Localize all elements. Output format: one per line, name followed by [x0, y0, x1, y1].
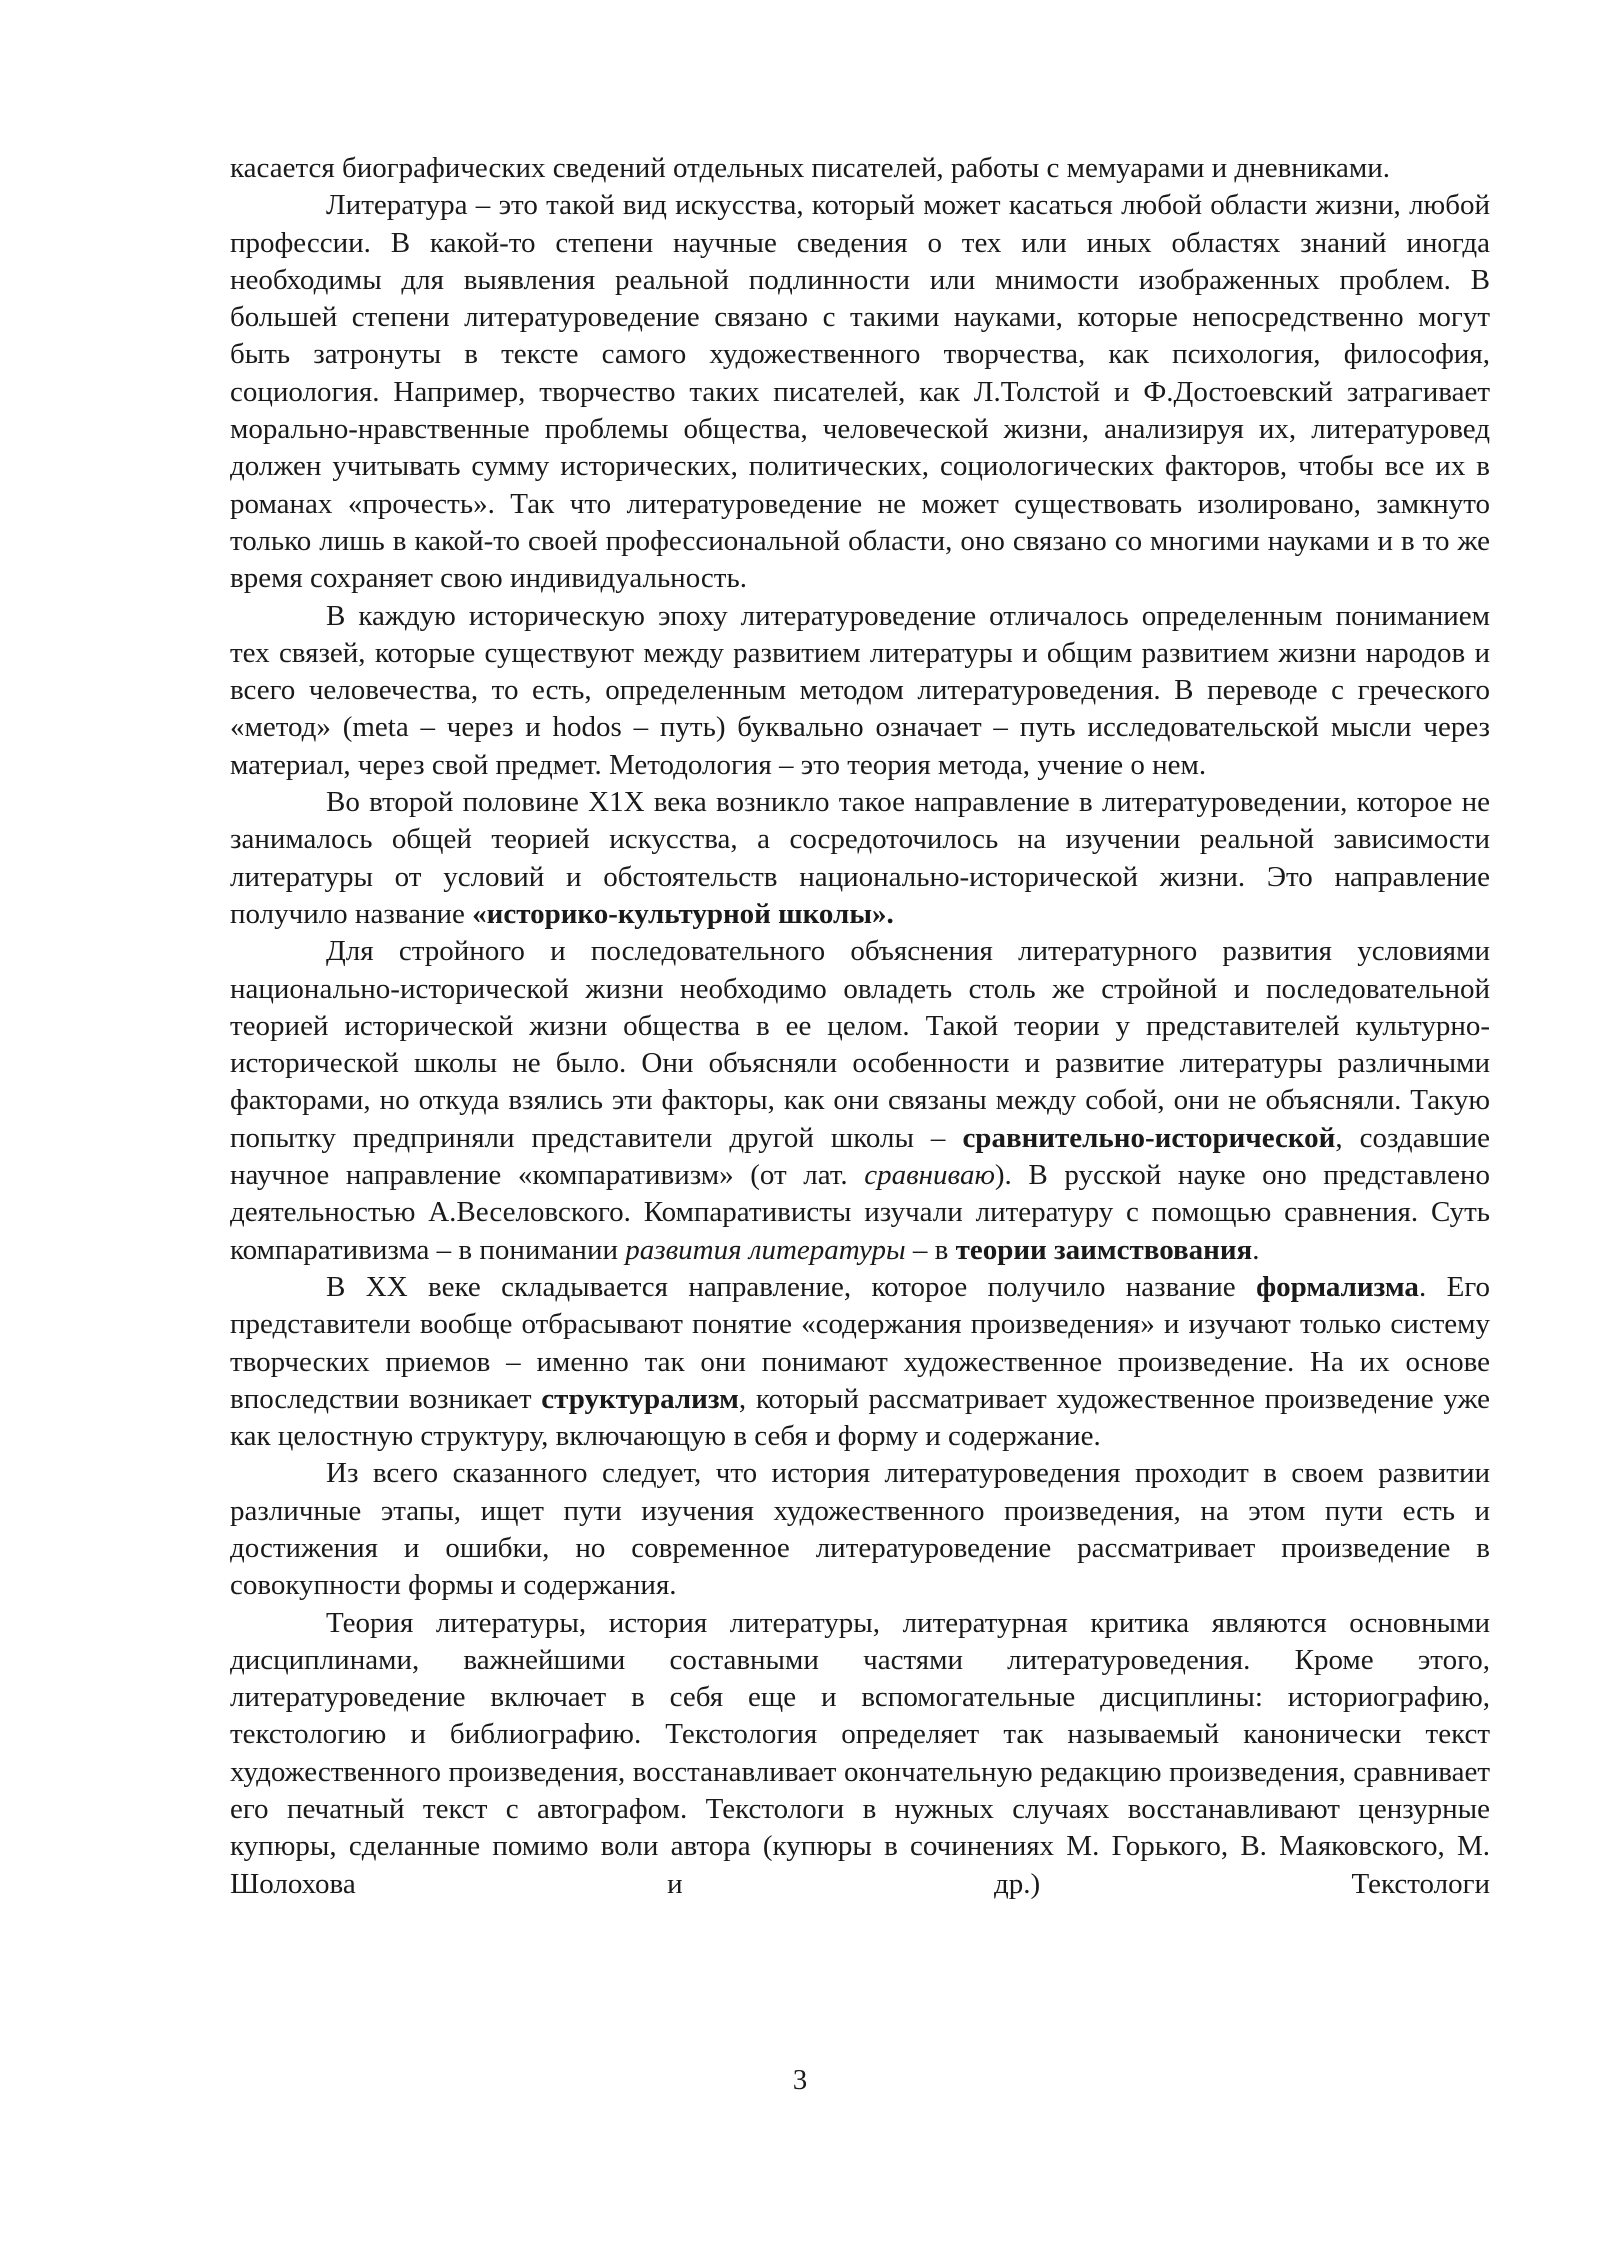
paragraph-text: В ХХ веке складывается направление, которое получило название — [326, 1270, 1257, 1303]
bold-term: формализма — [1256, 1270, 1419, 1303]
bold-term: сравнительно-исторической — [962, 1121, 1336, 1154]
italic-term: развития литературы — [625, 1233, 906, 1266]
paragraph-text: , создавшие научное направление «компаративизм» (от лат. — [230, 1121, 1490, 1192]
paragraph — [230, 784, 1490, 933]
paragraph — [230, 150, 1490, 187]
bold-term: теории заимствования — [955, 1233, 1253, 1266]
paragraph-text: ). В русской науке оно представлено деятельностью А.Веселовского. Компаративисты изучали литературу с помощью сравнения. Суть компаративизма – в понимании — [230, 1159, 1490, 1266]
paragraph-text: Во второй половине Х1Х века возникло такое направление в литературоведении, которое не занималось общей теорией искусства, а сосредоточилось на изучении реальной зависимости литературы от условий и обстоятельств национально-исторической жизни. Это направление получило название — [230, 786, 1490, 930]
paragraph-text: . Его представители вообще отбрасывают понятие «содержания произведения» и изучают только систему творческих приемов – именно так они понимают художественное произведение. На их основе впоследствии возникает — [230, 1270, 1490, 1415]
paragraph-text: . — [1252, 1233, 1260, 1266]
paragraph-text: Литература – это такой вид искусства, который может касаться любой области жизни, любой профессии. В какой-то степени научные сведения о тех или иных областях знаний иногда необходимы для выявления реальной подлинности или мнимости изображенных проблем. В большей степени литературоведение связано с такими науками, которые непосредственно могут быть затронуты в тексте самого художественного творчества, как психология, философия, социология. Например, творчество таких писателей, как Л.Толстой и Ф.Достоевский затрагивает морально-нравственные проблемы общества, человеческой жизни, анализируя их, литературовед должен учитывать сумму исторических, политических, социологических факторов, чтобы все их в романах «прочесть». Так что литературоведение не может существовать изолировано, замкнуто только лишь в какой-то своей профессиональной области, оно связано со многими науками и в то же время сохраняет свою индивидуальность. — [230, 189, 1490, 595]
bold-term: структурализм — [541, 1382, 739, 1415]
paragraph — [230, 598, 1490, 784]
document-page — [230, 150, 1490, 1903]
page-number: 3 — [792, 2064, 808, 2096]
paragraph — [230, 1455, 1490, 1604]
paragraph-text: В каждую историческую эпоху литературоведение отличалось определенным пониманием тех связей, которые существуют между развитием литературы и общим развитием жизни народов и всего человечества, то есть, определенным методом литературоведения. В переводе с греческого «метод» (meta – через и hodos – путь) буквально означает – путь исследовательской мысли через материал, через свой предмет. Методология – это теория метода, учение о нем. — [230, 599, 1490, 781]
paragraph — [230, 1269, 1490, 1455]
paragraph-text: Из всего сказанного следует, что история литературоведения проходит в своем развитии различные этапы, ищет пути изучения художественного произведения, на этом пути есть и достижения и ошибки, но современное литературоведение рассматривает произведение в совокупности формы и содержания. — [230, 1457, 1490, 1602]
paragraph — [230, 1605, 1490, 1903]
italic-term: сравниваю — [864, 1159, 995, 1192]
paragraph-text: Для стройного и последовательного объяснения литературного развития условиями национально-исторической жизни необходимо овладеть столь же стройной и последовательной теорией исторической жизни общества в ее целом. Такой теории у представителей культурно-исторической школы не было. Они объясняли особенности и развитие литературы различными факторами, но откуда взялись эти факторы, как они связаны между собой, они не объясняли. Такую попытку предприняли представители другой школы – — [230, 935, 1490, 1154]
paragraph — [230, 933, 1490, 1269]
bold-term: «историко-культурной школы». — [472, 897, 894, 930]
paragraph-text: , который рассматривает художественное произведение уже как целостную структуру, включающую в себя и форму и содержание. — [230, 1382, 1491, 1453]
paragraph-text: Теория литературы, история литературы, литературная критика являются основными дисциплинами, важнейшими составными частями литературоведения. Кроме этого, литературоведение включает в себя еще и вспомогательные дисциплины: историографию, текстологию и библиографию. Текстология определяет так называемый канонически текст художественного произведения, восстанавливает окончательную редакцию произведения, сравнивает его печатный текст с автографом. Текстологи в нужных случаях восстанавливают цензурные купюры, сделанные помимо воли автора (купюры в сочинениях М. Горького, В. Маяковского, М. Шолохова и др.) Текстологи — [230, 1606, 1490, 1900]
paragraph-text: касается биографических сведений отдельных писателей, работы с мемуарами и дневниками. — [230, 152, 1390, 184]
paragraph — [230, 187, 1490, 597]
paragraph-text: – в — [905, 1233, 956, 1266]
